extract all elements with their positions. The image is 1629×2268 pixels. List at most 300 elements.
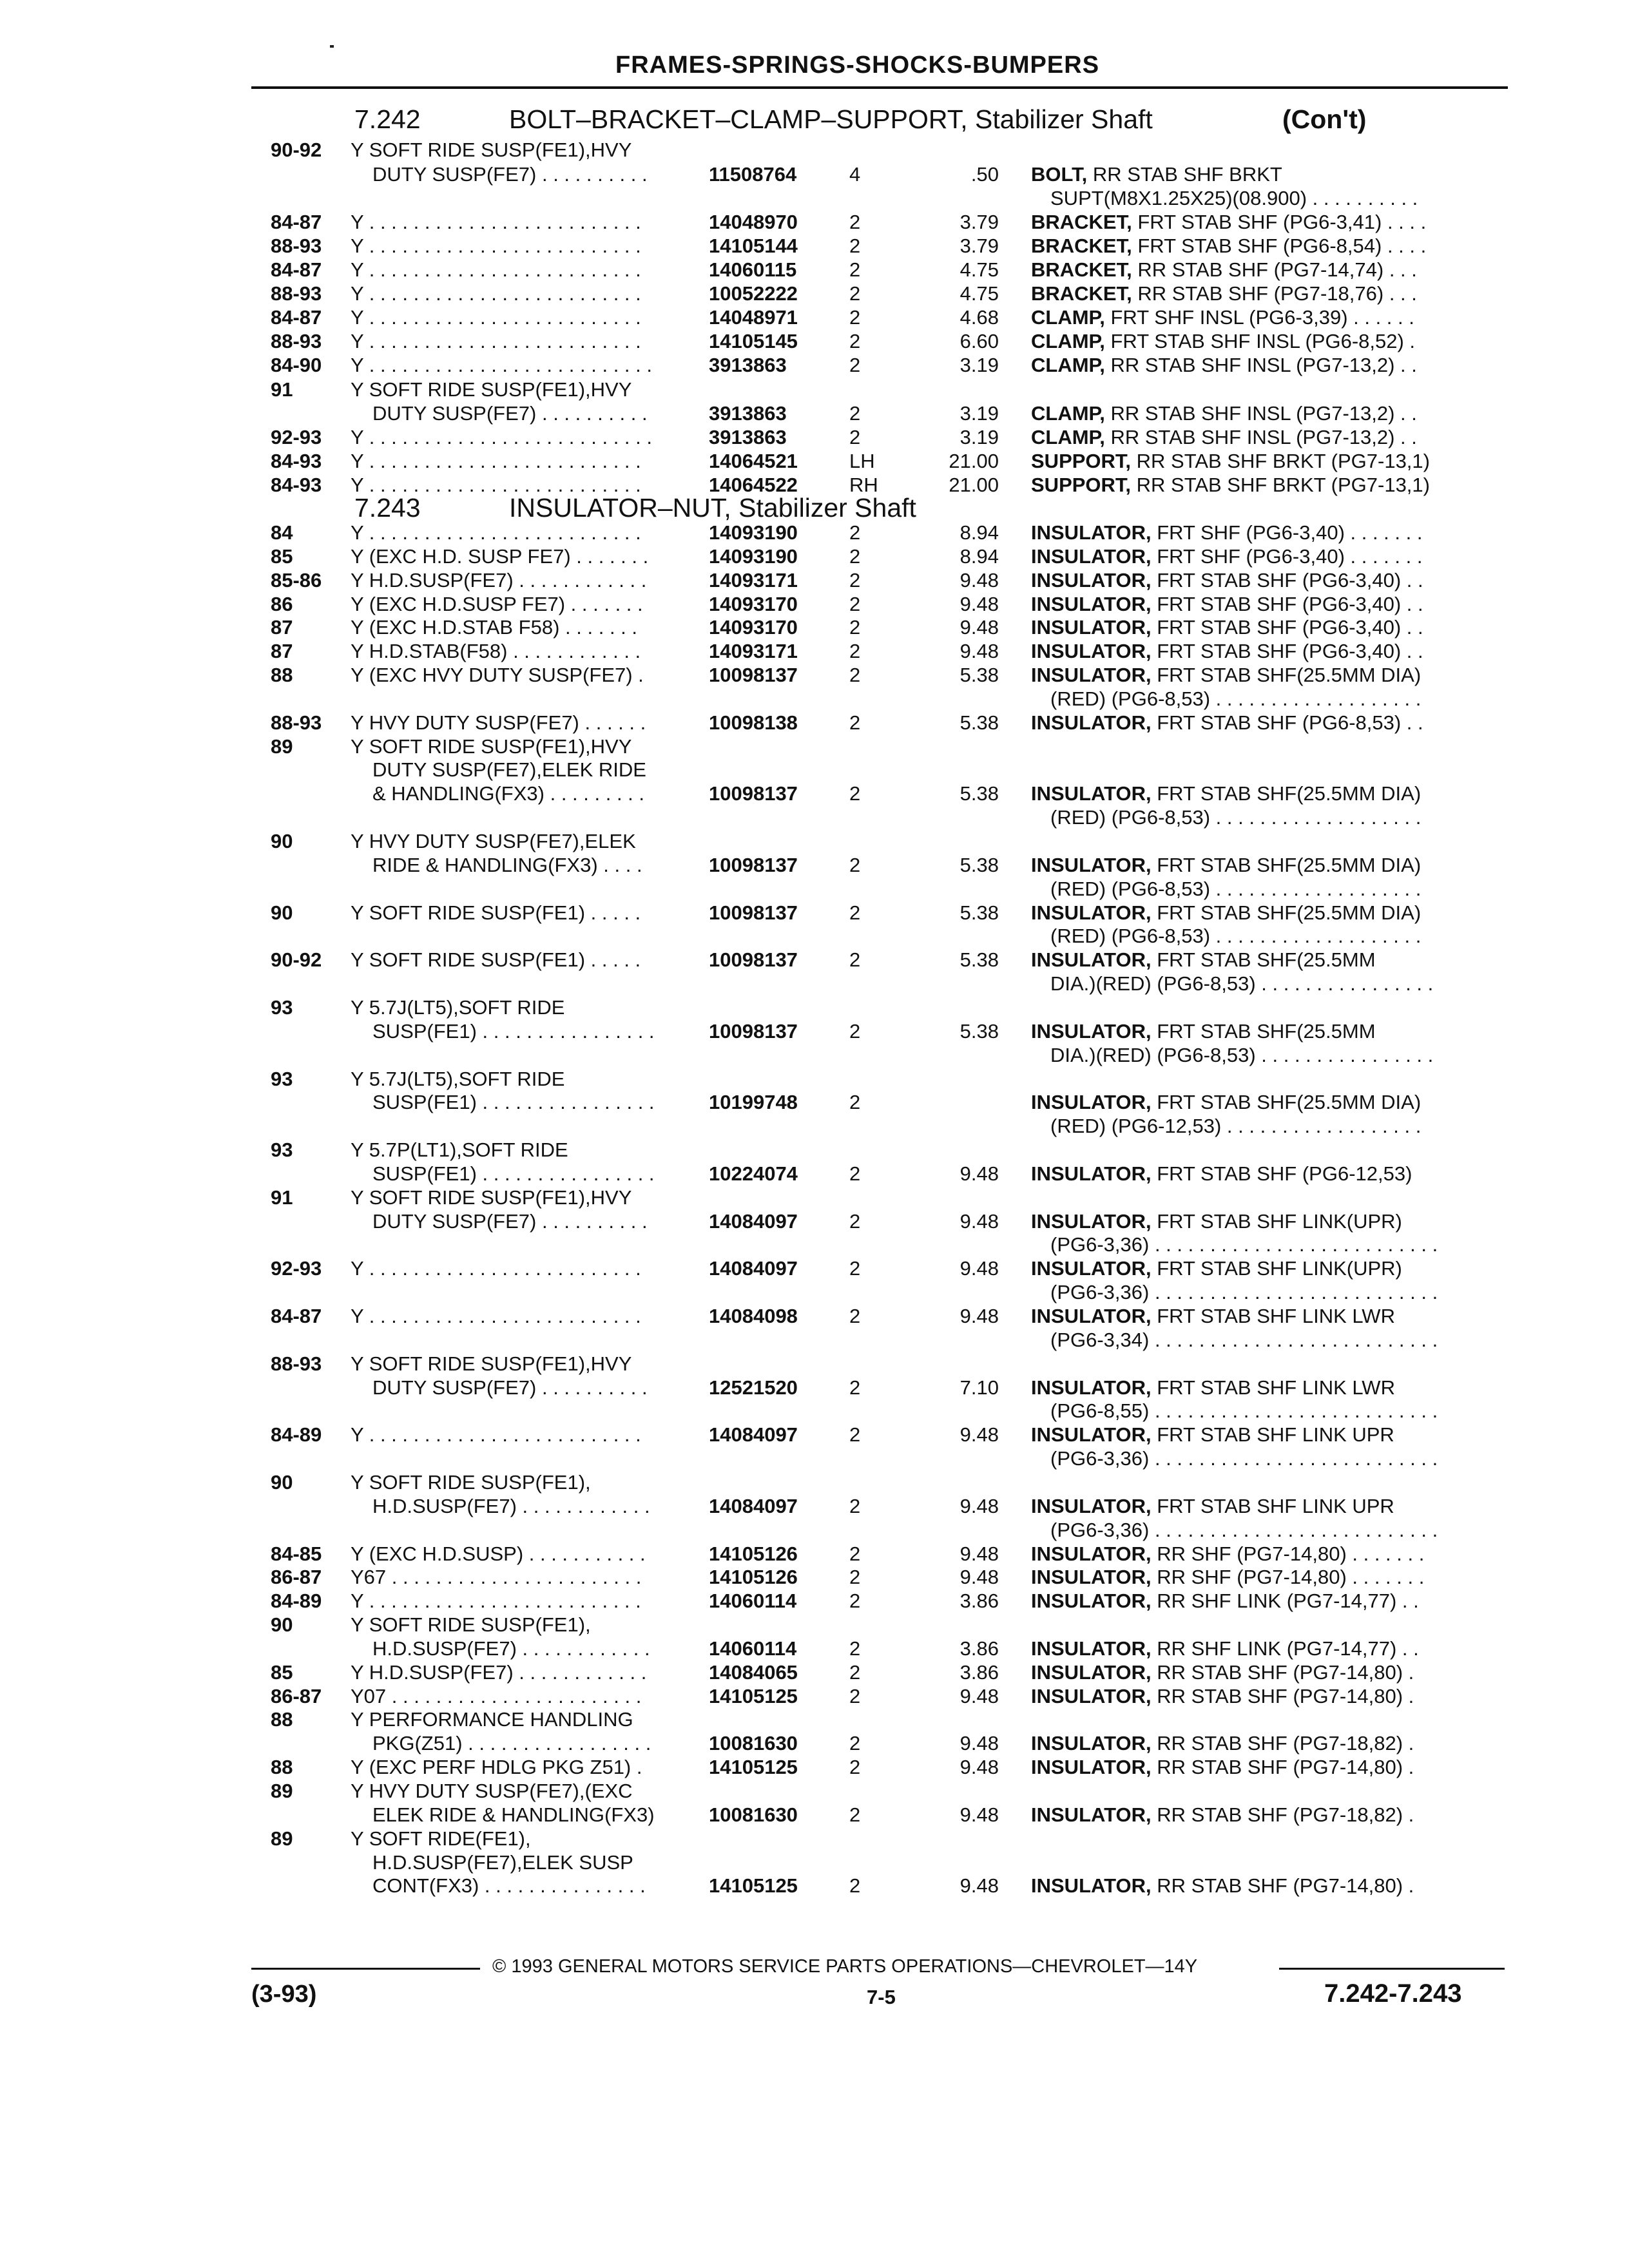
row-years: 88-93	[271, 711, 322, 734]
row-part-description: INSULATOR, FRT STAB SHF(25.5MM DIA)	[1031, 1091, 1422, 1113]
row-part-number: 14105125	[709, 1756, 798, 1778]
row-price: 4.68	[959, 306, 999, 329]
row-quantity: 2	[849, 1732, 861, 1754]
row-quantity: 2	[849, 258, 861, 281]
row-years: 84-93	[271, 474, 322, 496]
row-part-description: BOLT, RR STAB SHF BRKT	[1031, 163, 1282, 186]
row-years: 89	[271, 735, 293, 758]
row-quantity: 2	[849, 1542, 861, 1565]
table-row	[0, 1019, 1629, 1043]
row-part-description: INSULATOR, FRT STAB SHF(25.5MM DIA)	[1031, 782, 1422, 805]
row-description: Y67 . . . . . . . . . . . . . . . . . . . . . . .	[351, 1566, 642, 1588]
row-description: Y SOFT RIDE SUSP(FE1) . . . . .	[351, 901, 641, 924]
row-quantity: 2	[849, 1495, 861, 1517]
row-price: 5.38	[959, 782, 999, 805]
row-part-number: 14064522	[709, 474, 798, 496]
row-description: Y 5.7P(LT1),SOFT RIDE	[351, 1139, 568, 1161]
row-part-number: 10098137	[709, 664, 798, 686]
row-quantity: 2	[849, 1661, 861, 1684]
row-part-number: 14084097	[709, 1210, 798, 1233]
row-description: Y (EXC H.D. SUSP FE7) . . . . . . .	[351, 545, 649, 568]
row-price: 9.48	[959, 569, 999, 591]
row-part-number: 14093190	[709, 521, 798, 544]
table-row	[0, 1067, 1629, 1091]
row-part-description: (PG6-3,36) . . . . . . . . . . . . . . . . . . . . . . . . . .	[1050, 1233, 1438, 1256]
row-part-description: BRACKET, FRT STAB SHF (PG6-8,54) . . . .	[1031, 235, 1427, 257]
row-years: 85	[271, 1661, 293, 1684]
row-years: 86-87	[271, 1566, 322, 1588]
row-part-description: (PG6-3,36) . . . . . . . . . . . . . . . . . . . . . . . . . .	[1050, 1281, 1438, 1303]
row-description: SUSP(FE1) . . . . . . . . . . . . . . . .	[372, 1162, 655, 1185]
row-price: 9.48	[959, 1542, 999, 1565]
row-part-description: (PG6-3,34) . . . . . . . . . . . . . . . . . . . . . . . . . .	[1050, 1329, 1438, 1351]
row-part-number: 11508764	[709, 163, 797, 186]
table-row	[0, 521, 1629, 544]
row-quantity: 2	[849, 1423, 861, 1446]
row-years: 90	[271, 830, 293, 852]
row-part-number: 14093190	[709, 545, 798, 568]
row-price: 9.48	[959, 1756, 999, 1778]
row-years: 87	[271, 616, 293, 639]
header-rule	[251, 86, 1508, 89]
table-row	[0, 1470, 1629, 1494]
row-part-number: 14105125	[709, 1874, 798, 1897]
row-quantity: 2	[849, 854, 861, 876]
row-price: 9.48	[959, 1566, 999, 1588]
table-row	[0, 568, 1629, 592]
row-quantity: 2	[849, 235, 861, 257]
row-years: 84-87	[271, 1305, 322, 1327]
section-title: INSULATOR–NUT, Stabilizer Shaft	[509, 493, 916, 523]
row-description: Y . . . . . . . . . . . . . . . . . . . . . . . . .	[351, 330, 641, 352]
table-row	[0, 1138, 1629, 1162]
row-quantity: 2	[849, 569, 861, 591]
row-years: 84-89	[271, 1423, 322, 1446]
row-part-description: BRACKET, RR STAB SHF (PG7-14,74) . . .	[1031, 258, 1417, 281]
row-part-number: 14084097	[709, 1495, 798, 1517]
row-quantity: RH	[849, 474, 878, 496]
row-part-description: INSULATOR, RR SHF (PG7-14,80) . . . . . . .	[1031, 1566, 1425, 1588]
row-description: Y SOFT RIDE(FE1),	[351, 1827, 531, 1850]
row-description: Y . . . . . . . . . . . . . . . . . . . . . . . . .	[351, 1423, 641, 1446]
row-part-description: INSULATOR, FRT STAB SHF(25.5MM DIA)	[1031, 901, 1422, 924]
row-years: 84-93	[271, 450, 322, 472]
row-quantity: 2	[849, 354, 861, 376]
row-description: Y SOFT RIDE SUSP(FE1),HVY	[351, 1186, 632, 1209]
row-quantity: 2	[849, 1162, 861, 1185]
row-description: Y H.D.SUSP(FE7) . . . . . . . . . . . .	[351, 1661, 647, 1684]
row-price: 9.48	[959, 1803, 999, 1826]
row-quantity: 2	[849, 1210, 861, 1233]
table-row	[0, 948, 1629, 972]
row-quantity: 2	[849, 1566, 861, 1588]
section-title: BOLT–BRACKET–CLAMP–SUPPORT, Stabilizer Shaft	[509, 104, 1153, 134]
row-price: 9.48	[959, 616, 999, 639]
table-row	[0, 592, 1629, 616]
row-description: DUTY SUSP(FE7) . . . . . . . . . .	[372, 163, 648, 186]
row-years: 88-93	[271, 282, 322, 305]
page-header-title: FRAMES-SPRINGS-SHOCKS-BUMPERS	[615, 52, 1100, 79]
row-quantity: 2	[849, 711, 861, 734]
row-years: 93	[271, 1068, 293, 1090]
row-price: 21.00	[949, 474, 999, 496]
row-part-number: 14064521	[709, 450, 798, 472]
row-part-number: 14105125	[709, 1685, 798, 1707]
row-part-number: 10098137	[709, 901, 798, 924]
row-description: Y (EXC PERF HDLG PKG Z51) .	[351, 1756, 642, 1778]
row-description: Y . . . . . . . . . . . . . . . . . . . . . . . . .	[351, 1257, 641, 1280]
table-row	[0, 1755, 1629, 1779]
row-quantity: 2	[849, 1685, 861, 1707]
row-price: 9.48	[959, 1685, 999, 1707]
row-years: 88	[271, 1708, 293, 1731]
row-years: 88	[271, 1756, 293, 1778]
row-part-description: BRACKET, FRT STAB SHF (PG6-3,41) . . . .	[1031, 211, 1427, 233]
row-description: Y SOFT RIDE SUSP(FE1) . . . . .	[351, 948, 641, 971]
row-part-description: SUPT(M8X1.25X25)(08.900) . . . . . . . . . .	[1050, 187, 1418, 209]
row-part-description: CLAMP, FRT SHF INSL (PG6-3,39) . . . . . .	[1031, 306, 1414, 329]
row-part-number: 14060115	[709, 258, 797, 281]
footer-rule-left	[251, 1968, 480, 1970]
row-price: 9.48	[959, 1162, 999, 1185]
table-row	[0, 353, 1629, 377]
row-part-description: INSULATOR, RR STAB SHF (PG7-14,80) .	[1031, 1874, 1414, 1897]
row-description: DUTY SUSP(FE7),ELEK RIDE	[372, 758, 646, 781]
row-price: 9.48	[959, 593, 999, 615]
row-part-description: CLAMP, RR STAB SHF INSL (PG7-13,2) . .	[1031, 354, 1417, 376]
row-part-description: INSULATOR, FRT STAB SHF LINK(UPR)	[1031, 1257, 1402, 1280]
row-price: 5.38	[959, 1020, 999, 1043]
row-years: 84	[271, 521, 293, 544]
row-years: 88-93	[271, 1352, 322, 1375]
table-row	[0, 1731, 1629, 1755]
row-description: Y SOFT RIDE SUSP(FE1),	[351, 1613, 591, 1636]
row-part-description: INSULATOR, FRT STAB SHF(25.5MM	[1031, 948, 1376, 971]
row-price: 8.94	[959, 545, 999, 568]
row-description: Y . . . . . . . . . . . . . . . . . . . . . . . . .	[351, 235, 641, 257]
row-part-description: INSULATOR, RR STAB SHF (PG7-14,80) .	[1031, 1756, 1414, 1778]
row-part-number: 10098137	[709, 854, 798, 876]
row-part-number: 10052222	[709, 282, 798, 305]
table-row	[0, 258, 1629, 282]
table-row	[0, 425, 1629, 449]
table-row	[0, 401, 1629, 425]
table-row	[0, 544, 1629, 568]
row-quantity: 2	[849, 1257, 861, 1280]
row-quantity: 2	[849, 402, 861, 425]
row-part-number: 3913863	[709, 402, 787, 425]
row-description: Y . . . . . . . . . . . . . . . . . . . . . . . . .	[351, 521, 641, 544]
table-row	[0, 1186, 1629, 1209]
row-price: 8.94	[959, 521, 999, 544]
table-row	[0, 1803, 1629, 1827]
row-part-number: 10098137	[709, 948, 798, 971]
row-years: 89	[271, 1780, 293, 1802]
row-price: 21.00	[949, 450, 999, 472]
table-row	[0, 1043, 1629, 1067]
section-number: 7.242	[354, 104, 421, 134]
row-part-description: INSULATOR, FRT STAB SHF LINK UPR	[1031, 1423, 1394, 1446]
row-years: 87	[271, 640, 293, 662]
table-row	[0, 1233, 1629, 1256]
row-part-description: INSULATOR, FRT STAB SHF LINK(UPR)	[1031, 1210, 1402, 1233]
row-description: Y SOFT RIDE SUSP(FE1),HVY	[351, 378, 632, 401]
table-row	[0, 234, 1629, 258]
row-part-description: SUPPORT, RR STAB SHF BRKT (PG7-13,1)	[1031, 450, 1430, 472]
table-row	[0, 782, 1629, 805]
row-part-description: INSULATOR, FRT STAB SHF LINK LWR	[1031, 1376, 1395, 1399]
table-row	[0, 1114, 1629, 1138]
row-part-description: INSULATOR, RR STAB SHF (PG7-14,80) .	[1031, 1685, 1414, 1707]
row-part-description: INSULATOR, FRT STAB SHF (PG6-12,53)	[1031, 1162, 1412, 1185]
row-price: 5.38	[959, 901, 999, 924]
table-row	[0, 639, 1629, 663]
footer-date: (3-93)	[251, 1981, 317, 2008]
table-row	[0, 1090, 1629, 1114]
row-part-number: 14093170	[709, 593, 798, 615]
row-quantity: 2	[849, 1874, 861, 1897]
row-years: 88-93	[271, 235, 322, 257]
row-years: 85-86	[271, 569, 322, 591]
row-part-description: (RED) (PG6-8,53) . . . . . . . . . . . . . . . . . . .	[1050, 687, 1422, 710]
table-row	[0, 1660, 1629, 1684]
row-quantity: 2	[849, 593, 861, 615]
row-price: 3.86	[959, 1637, 999, 1660]
row-quantity: 2	[849, 426, 861, 448]
table-row	[0, 1518, 1629, 1542]
row-description: Y SOFT RIDE SUSP(FE1),HVY	[351, 735, 632, 758]
row-description: Y (EXC H.D.SUSP FE7) . . . . . . .	[351, 593, 643, 615]
row-quantity: 2	[849, 1305, 861, 1327]
row-description: DUTY SUSP(FE7) . . . . . . . . . .	[372, 402, 648, 425]
row-quantity: 2	[849, 306, 861, 329]
row-price: 3.79	[959, 211, 999, 233]
row-description: Y SOFT RIDE SUSP(FE1),HVY	[351, 1352, 632, 1375]
row-part-number: 14093170	[709, 616, 798, 639]
row-description: Y . . . . . . . . . . . . . . . . . . . . . . . . .	[351, 282, 641, 305]
row-years: 93	[271, 1139, 293, 1161]
row-description: Y . . . . . . . . . . . . . . . . . . . . . . . . . .	[351, 426, 652, 448]
row-part-description: INSULATOR, FRT STAB SHF (PG6-3,40) . .	[1031, 569, 1423, 591]
table-row	[0, 711, 1629, 735]
row-part-description: INSULATOR, FRT STAB SHF LINK UPR	[1031, 1495, 1394, 1517]
row-part-number: 10098137	[709, 1020, 798, 1043]
table-row	[0, 1565, 1629, 1589]
table-row	[0, 449, 1629, 473]
row-part-description: CLAMP, RR STAB SHF INSL (PG7-13,2) . .	[1031, 402, 1417, 425]
table-row	[0, 1684, 1629, 1708]
row-quantity: 2	[849, 282, 861, 305]
row-price: 9.48	[959, 1495, 999, 1517]
row-years: 85	[271, 545, 293, 568]
row-price: 9.48	[959, 640, 999, 662]
row-price: 9.48	[959, 1423, 999, 1446]
row-part-number: 14093171	[709, 569, 798, 591]
row-part-number: 14105126	[709, 1566, 798, 1588]
row-description: CONT(FX3) . . . . . . . . . . . . . . .	[372, 1874, 646, 1897]
table-row	[0, 1542, 1629, 1566]
row-years: 91	[271, 1186, 293, 1209]
row-description: Y 5.7J(LT5),SOFT RIDE	[351, 996, 565, 1019]
row-quantity: 2	[849, 948, 861, 971]
row-quantity: 2	[849, 211, 861, 233]
row-description: Y H.D.SUSP(FE7) . . . . . . . . . . . .	[351, 569, 647, 591]
row-quantity: 2	[849, 782, 861, 805]
row-quantity: 2	[849, 521, 861, 544]
row-part-number: 10081630	[709, 1803, 798, 1826]
table-row	[0, 615, 1629, 639]
row-quantity: 4	[849, 163, 861, 186]
row-part-number: 14048971	[709, 306, 798, 329]
table-row	[0, 995, 1629, 1019]
row-years: 84-90	[271, 354, 322, 376]
row-description: Y (EXC H.D.STAB F58) . . . . . . .	[351, 616, 638, 639]
row-description: Y07 . . . . . . . . . . . . . . . . . . . . . . .	[351, 1685, 642, 1707]
row-quantity: 2	[849, 664, 861, 686]
table-row	[0, 1162, 1629, 1186]
row-part-number: 14105144	[709, 235, 798, 257]
row-quantity: 2	[849, 330, 861, 352]
row-description: Y . . . . . . . . . . . . . . . . . . . . . . . . .	[351, 1590, 641, 1612]
row-part-description: (RED) (PG6-8,53) . . . . . . . . . . . . . . . . . . .	[1050, 806, 1422, 829]
row-description: Y . . . . . . . . . . . . . . . . . . . . . . . . .	[351, 1305, 641, 1327]
row-price: 9.48	[959, 1874, 999, 1897]
row-part-number: 14048970	[709, 211, 798, 233]
row-part-description: INSULATOR, RR SHF LINK (PG7-14,77) . .	[1031, 1637, 1419, 1660]
footer-copyright: © 1993 GENERAL MOTORS SERVICE PARTS OPERATIONS—CHEVROLET—14Y	[492, 1956, 1198, 1977]
table-row	[0, 877, 1629, 901]
row-years: 93	[271, 996, 293, 1019]
table-row	[0, 378, 1629, 401]
row-quantity: 2	[849, 1756, 861, 1778]
row-years: 88-93	[271, 330, 322, 352]
row-part-description: INSULATOR, FRT STAB SHF (PG6-3,40) . .	[1031, 616, 1423, 639]
row-description: SUSP(FE1) . . . . . . . . . . . . . . . .	[372, 1020, 655, 1043]
table-row	[0, 901, 1629, 925]
row-quantity: 2	[849, 1020, 861, 1043]
table-row	[0, 1637, 1629, 1660]
row-description: Y HVY DUTY SUSP(FE7),ELEK	[351, 830, 636, 852]
table-row	[0, 282, 1629, 305]
row-years: 86-87	[271, 1685, 322, 1707]
row-years: 90-92	[271, 948, 322, 971]
row-part-number: 10098138	[709, 711, 798, 734]
row-description: RIDE & HANDLING(FX3) . . . .	[372, 854, 642, 876]
row-price: 4.75	[959, 258, 999, 281]
row-description: Y . . . . . . . . . . . . . . . . . . . . . . . . .	[351, 211, 641, 233]
row-part-description: INSULATOR, FRT STAB SHF LINK LWR	[1031, 1305, 1395, 1327]
table-row	[0, 829, 1629, 853]
row-part-description: INSULATOR, RR STAB SHF (PG7-14,80) .	[1031, 1661, 1414, 1684]
row-price: 7.10	[959, 1376, 999, 1399]
table-row	[0, 1874, 1629, 1898]
row-price: 5.38	[959, 854, 999, 876]
row-part-number: 14060114	[709, 1637, 797, 1660]
row-part-description: (RED) (PG6-12,53) . . . . . . . . . . . . . . . . . .	[1050, 1115, 1422, 1137]
table-row	[0, 305, 1629, 329]
row-description: Y . . . . . . . . . . . . . . . . . . . . . . . . .	[351, 474, 641, 496]
row-years: 92-93	[271, 426, 322, 448]
row-part-number: 10224074	[709, 1162, 798, 1185]
row-description: H.D.SUSP(FE7),ELEK SUSP	[372, 1851, 633, 1874]
row-description: Y (EXC H.D.SUSP) . . . . . . . . . . .	[351, 1542, 646, 1565]
row-part-number: 14084098	[709, 1305, 798, 1327]
table-row	[0, 758, 1629, 782]
row-price: 3.79	[959, 235, 999, 257]
row-part-number: 14084097	[709, 1423, 798, 1446]
row-part-number: 14084097	[709, 1257, 798, 1280]
row-description: SUSP(FE1) . . . . . . . . . . . . . . . .	[372, 1091, 655, 1113]
row-price: 9.48	[959, 1305, 999, 1327]
table-row	[0, 1328, 1629, 1352]
row-years: 88	[271, 664, 293, 686]
row-years: 86	[271, 593, 293, 615]
row-part-description: INSULATOR, FRT STAB SHF (PG6-3,40) . .	[1031, 593, 1423, 615]
row-quantity: 2	[849, 1590, 861, 1612]
table-row	[0, 1827, 1629, 1850]
row-description: & HANDLING(FX3) . . . . . . . . .	[372, 782, 645, 805]
row-part-number: 14084065	[709, 1661, 798, 1684]
row-part-number: 10199748	[709, 1091, 798, 1113]
table-row	[0, 1256, 1629, 1280]
row-part-description: (RED) (PG6-8,53) . . . . . . . . . . . . . . . . . . .	[1050, 925, 1422, 947]
row-price: 9.48	[959, 1732, 999, 1754]
row-part-description: INSULATOR, RR SHF LINK (PG7-14,77) . .	[1031, 1590, 1419, 1612]
row-description: Y SOFT RIDE SUSP(FE1),	[351, 1471, 591, 1494]
row-quantity: 2	[849, 1803, 861, 1826]
row-part-description: INSULATOR, FRT SHF (PG6-3,40) . . . . . . .	[1031, 545, 1423, 568]
row-description: Y SOFT RIDE SUSP(FE1),HVY	[351, 139, 632, 161]
row-part-description: BRACKET, RR STAB SHF (PG7-18,76) . . .	[1031, 282, 1417, 305]
table-row	[0, 1304, 1629, 1328]
table-row	[0, 162, 1629, 186]
row-description: Y . . . . . . . . . . . . . . . . . . . . . . . . .	[351, 258, 641, 281]
footer-page-number: 7-5	[867, 1986, 896, 2008]
row-description: DUTY SUSP(FE7) . . . . . . . . . .	[372, 1210, 648, 1233]
row-description: Y H.D.STAB(F58) . . . . . . . . . . . .	[351, 640, 641, 662]
row-description: H.D.SUSP(FE7) . . . . . . . . . . . .	[372, 1637, 650, 1660]
row-quantity: 2	[849, 1091, 861, 1113]
row-years: 89	[271, 1827, 293, 1850]
table-row	[0, 186, 1629, 210]
table-row	[0, 1280, 1629, 1304]
row-description: ELEK RIDE & HANDLING(FX3)	[372, 1803, 655, 1826]
table-row	[0, 473, 1629, 497]
row-part-description: INSULATOR, FRT STAB SHF(25.5MM DIA)	[1031, 664, 1422, 686]
row-years: 84-87	[271, 306, 322, 329]
row-part-description: DIA.)(RED) (PG6-8,53) . . . . . . . . . . . . . . . .	[1050, 972, 1434, 995]
row-part-description: (RED) (PG6-8,53) . . . . . . . . . . . . . . . . . . .	[1050, 878, 1422, 900]
table-row	[0, 138, 1629, 162]
row-quantity: 2	[849, 545, 861, 568]
row-price: 5.38	[959, 711, 999, 734]
table-row	[0, 663, 1629, 687]
table-row	[0, 687, 1629, 711]
table-row	[0, 735, 1629, 758]
row-description: Y 5.7J(LT5),SOFT RIDE	[351, 1068, 565, 1090]
row-part-number: 12521520	[709, 1376, 798, 1399]
table-row	[0, 1209, 1629, 1233]
row-price: 9.48	[959, 1257, 999, 1280]
row-part-description: INSULATOR, FRT STAB SHF(25.5MM	[1031, 1020, 1376, 1043]
row-part-number: 10098137	[709, 782, 798, 805]
row-years: 90-92	[271, 139, 322, 161]
row-part-description: (PG6-3,36) . . . . . . . . . . . . . . . . . . . . . . . . . .	[1050, 1519, 1438, 1541]
row-price: .50	[970, 163, 999, 186]
table-row	[0, 1589, 1629, 1613]
row-description: H.D.SUSP(FE7) . . . . . . . . . . . .	[372, 1495, 650, 1517]
ink-mark	[330, 45, 334, 48]
